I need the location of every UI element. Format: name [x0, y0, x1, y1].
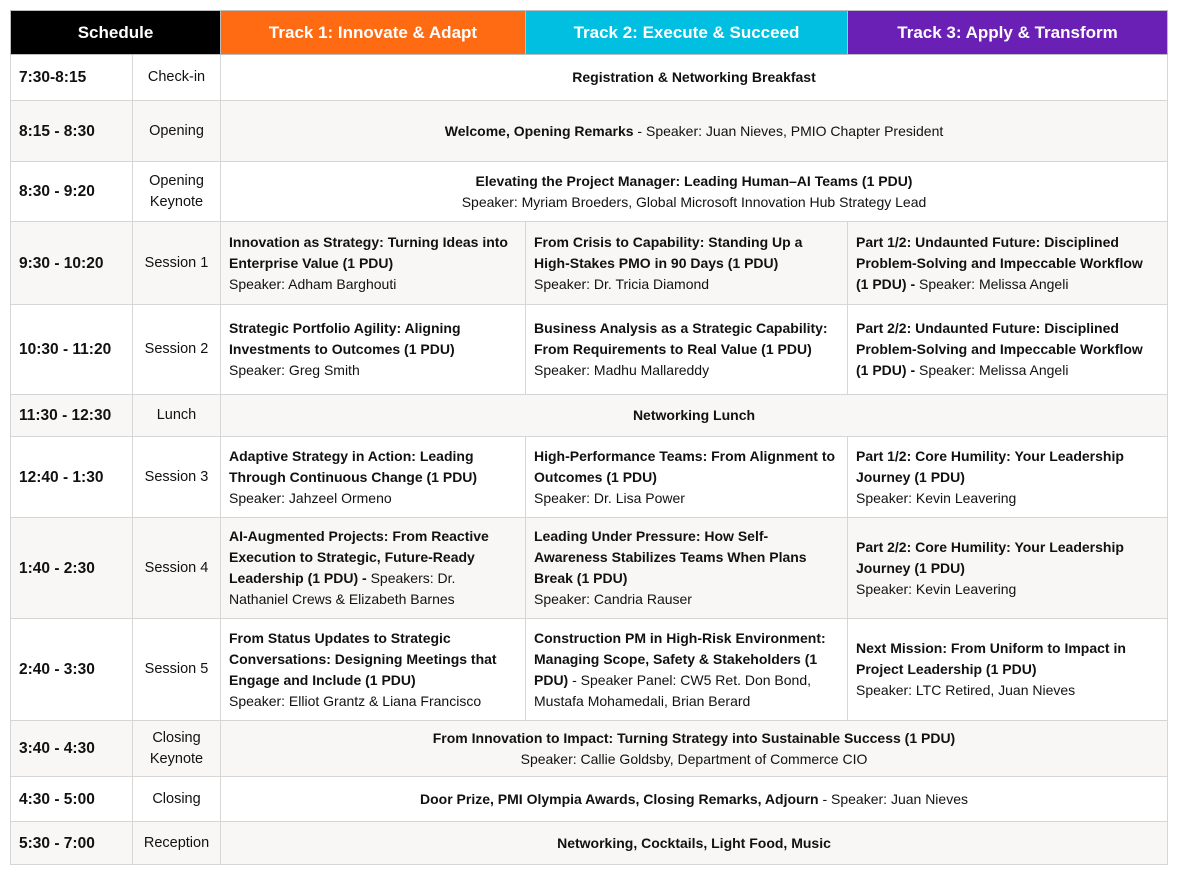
- session-speaker: Speaker: LTC Retired, Juan Nieves: [856, 682, 1076, 698]
- type-cell: [133, 721, 221, 777]
- row-closing: [11, 777, 1168, 822]
- event-cell: [221, 822, 1168, 865]
- event-title: Registration & Networking Breakfast: [572, 69, 816, 85]
- event-speaker: Speaker: Callie Goldsby, Department of Commerce CIO: [520, 750, 868, 767]
- time-cell: 7:30-8:15: [11, 55, 133, 101]
- event-cell: [221, 721, 1168, 777]
- time-cell: 8:15 - 8:30: [11, 101, 133, 162]
- type-cell: Opening: [133, 101, 221, 162]
- row-checkin: [11, 55, 1168, 101]
- type-cell: Check-in: [133, 55, 221, 101]
- session-title: Business Analysis as a Strategic Capability: From Requirements to Real Value (1 PDU): [534, 320, 828, 357]
- session-speaker: - Speaker Panel: CW5 Ret. Don Bond, Mustafa Mohamedali, Brian Berard: [534, 671, 812, 709]
- row-opening: [11, 101, 1168, 162]
- session-title: Part 2/2: Core Humility: Your Leadership Journey (1 PDU): [856, 538, 1124, 576]
- track3-session: [848, 518, 1168, 619]
- event-cell: [221, 777, 1168, 822]
- schedule-header: Schedule: [11, 11, 221, 55]
- event-title: From Innovation to Impact: Turning Strategy into Sustainable Success (1 PDU): [432, 729, 956, 746]
- time-cell: 1:40 - 2:30: [11, 518, 133, 619]
- time-cell: 11:30 - 12:30: [11, 395, 133, 437]
- row-lunch: [11, 395, 1168, 437]
- event-speaker: - Speaker: Juan Nieves, PMIO Chapter President: [633, 122, 944, 139]
- session-title: Construction PM in High-Risk Environment: Managing Scope, Safety & Stakeholders (1 PDU): [534, 629, 826, 688]
- session-title: Next Mission: From Uniform to Impact in Project Leadership (1 PDU): [856, 640, 1126, 677]
- time-cell: 8:30 - 9:20: [11, 162, 133, 222]
- session-title: From Crisis to Capability: Standing Up a High-Stakes PMO in 90 Days (1 PDU): [534, 233, 803, 271]
- session-speaker: Speaker: Madhu Mallareddy: [534, 362, 710, 378]
- time-cell: 5:30 - 7:00: [11, 822, 133, 865]
- type-cell: Reception: [133, 822, 221, 865]
- session-speaker: Speaker: Dr. Tricia Diamond: [534, 275, 710, 292]
- time-cell: 3:40 - 4:30: [11, 721, 133, 777]
- event-title: Door Prize, PMI Olympia Awards, Closing Remarks, Adjourn: [420, 790, 819, 807]
- type-cell: Closing: [133, 777, 221, 822]
- header-row: [11, 11, 1168, 55]
- track3-session: [848, 619, 1168, 721]
- schedule-table: [10, 10, 1168, 865]
- session-speaker: Speaker: Melissa Angeli: [915, 275, 1069, 292]
- session-speaker: Speaker: Kevin Leavering: [856, 489, 1017, 506]
- session-title: Leading Under Pressure: How Self-Awareness Stabilizes Teams When Plans Break (1 PDU): [534, 528, 807, 586]
- session-title: From Status Updates to Strategic Conversations: Designing Meetings that Engage and Include (1 PDU): [229, 629, 497, 688]
- track1-session: [221, 222, 526, 305]
- track3-header: Track 3: Apply & Transform: [848, 11, 1168, 55]
- row-reception: [11, 822, 1168, 865]
- track1-session: [221, 437, 526, 518]
- session-speaker: Speaker: Dr. Lisa Power: [534, 489, 685, 506]
- row-closing-keynote: [11, 721, 1168, 777]
- track3-session: [848, 222, 1168, 305]
- type-cell: Lunch: [133, 395, 221, 437]
- track2-session: [526, 518, 848, 619]
- event-cell: [221, 55, 1168, 101]
- session-title: High-Performance Teams: From Alignment to Outcomes (1 PDU): [534, 447, 836, 485]
- type-line-1: Closing: [152, 729, 201, 746]
- event-cell: [221, 162, 1168, 222]
- event-title: Networking, Cocktails, Light Food, Music: [557, 834, 831, 851]
- track3-session: [848, 437, 1168, 518]
- track2-session: [526, 437, 848, 518]
- event-title: Welcome, Opening Remarks: [444, 122, 634, 139]
- track2-session: [526, 619, 848, 721]
- track2-header: Track 2: Execute & Succeed: [526, 11, 848, 55]
- session-speaker: Speaker: Elliot Grantz & Liana Francisco: [229, 692, 482, 709]
- type-cell: Session 2: [133, 305, 221, 395]
- session-speaker: Speaker: Candria Rauser: [534, 591, 692, 607]
- track1-session: [221, 305, 526, 395]
- row-session-5: [11, 619, 1168, 721]
- session-speaker: Speaker: Kevin Leavering: [856, 580, 1017, 597]
- time-cell: 4:30 - 5:00: [11, 777, 133, 822]
- track3-session: [848, 305, 1168, 395]
- track2-session: [526, 222, 848, 305]
- session-title: Part 1/2: Undaunted Future: Disciplined Problem-Solving and Impeccable Workflow (1 PDU) -: [856, 233, 1143, 292]
- row-opening-keynote: [11, 162, 1168, 222]
- session-speaker: Speakers: Dr. Nathaniel Crews & Elizabeth Barnes: [229, 570, 456, 607]
- session-title: Adaptive Strategy in Action: Leading Through Continuous Change (1 PDU): [229, 447, 478, 485]
- event-speaker: - Speaker: Juan Nieves: [818, 790, 968, 807]
- type-cell: Session 5: [133, 619, 221, 721]
- type-cell: [133, 162, 221, 222]
- type-line-2: Keynote: [149, 750, 204, 767]
- track1-header: Track 1: Innovate & Adapt: [221, 11, 526, 55]
- track2-session: [526, 305, 848, 395]
- row-session-4: [11, 518, 1168, 619]
- event-speaker: Speaker: Myriam Broeders, Global Microsoft Innovation Hub Strategy Lead: [461, 193, 927, 210]
- time-cell: 10:30 - 11:20: [11, 305, 133, 395]
- session-title: Part 1/2: Core Humility: Your Leadership Journey (1 PDU): [856, 447, 1124, 485]
- type-line-1: Opening: [149, 172, 204, 189]
- row-session-3: [11, 437, 1168, 518]
- session-speaker: Speaker: Melissa Angeli: [915, 362, 1069, 378]
- session-title: Part 2/2: Undaunted Future: Disciplined Problem-Solving and Impeccable Workflow (1 PDU) -: [856, 320, 1143, 378]
- event-cell: [221, 101, 1168, 162]
- event-cell: [221, 395, 1168, 437]
- session-speaker: Speaker: Jahzeel Ormeno: [229, 489, 392, 506]
- type-cell: Session 1: [133, 222, 221, 305]
- time-cell: 12:40 - 1:30: [11, 437, 133, 518]
- track1-session: [221, 518, 526, 619]
- event-title: Networking Lunch: [632, 407, 756, 423]
- type-cell: Session 3: [133, 437, 221, 518]
- session-speaker: Speaker: Adham Barghouti: [229, 275, 397, 292]
- row-session-2: [11, 305, 1168, 395]
- session-title: Strategic Portfolio Agility: Aligning Investments to Outcomes (1 PDU): [229, 320, 461, 357]
- session-title: Innovation as Strategy: Turning Ideas into Enterprise Value (1 PDU): [229, 233, 508, 271]
- type-line-2: Keynote: [149, 193, 204, 210]
- time-cell: 2:40 - 3:30: [11, 619, 133, 721]
- event-title: Elevating the Project Manager: Leading Human–AI Teams (1 PDU): [475, 172, 913, 189]
- track1-session: [221, 619, 526, 721]
- session-speaker: Speaker: Greg Smith: [229, 362, 360, 378]
- row-session-1: [11, 222, 1168, 305]
- session-title: AI-Augmented Projects: From Reactive Execution to Strategic, Future-Ready Leadership (1 PDU) -: [229, 528, 489, 586]
- type-cell: Session 4: [133, 518, 221, 619]
- time-cell: 9:30 - 10:20: [11, 222, 133, 305]
